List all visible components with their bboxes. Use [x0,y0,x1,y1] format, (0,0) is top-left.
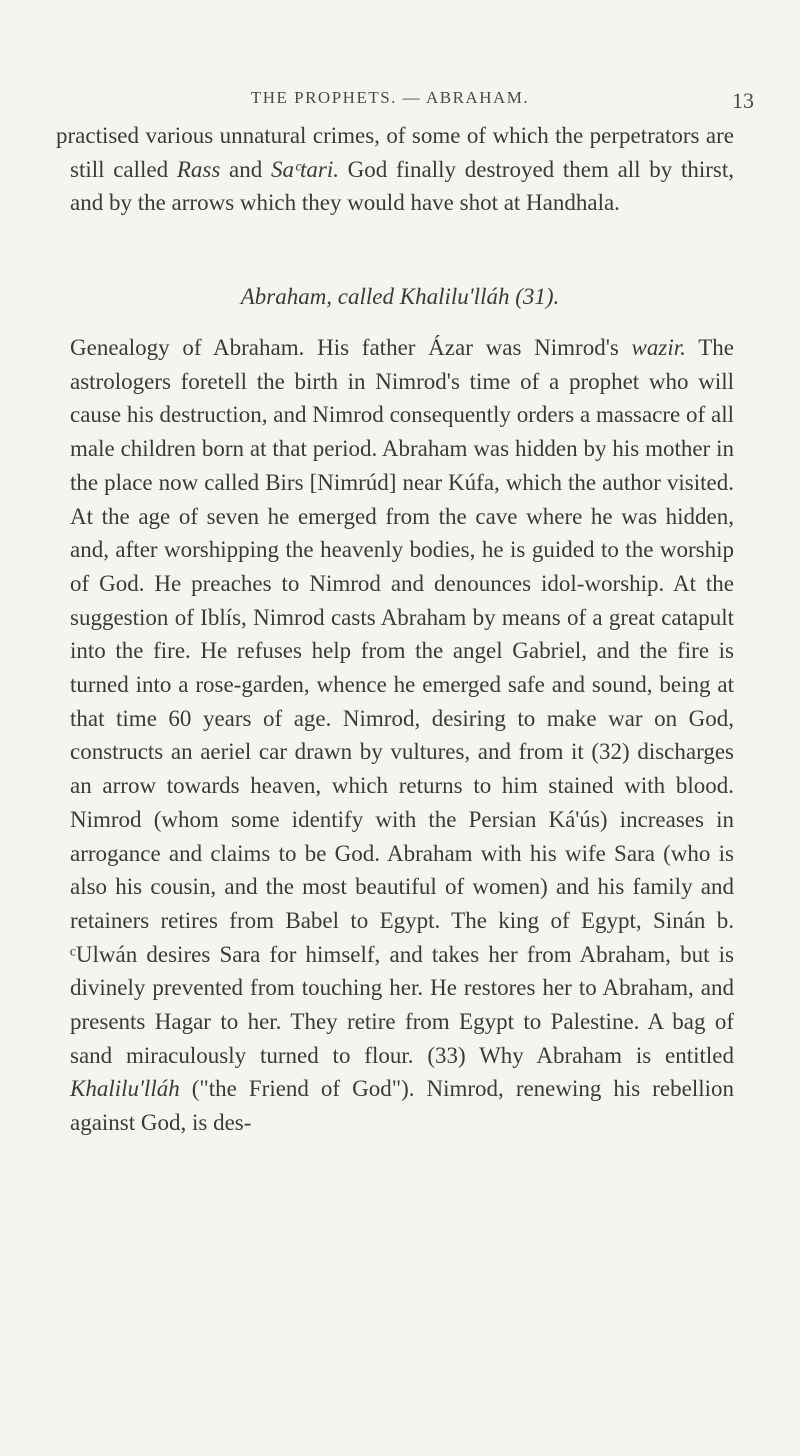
italic-term: Khalilu'lláh [70,1076,180,1102]
paragraph-text: practised various unnatural crimes, of some of which the perpetrators are still called [56,123,734,182]
paragraph-text: The astrologers foretell the birth in Nimrod's time of a prophet who will cause his destruction, and Nimrod consequently orders a massacre of all male children born at that period. Abraham was hidden by his mother in the place now called Birs [Nimrúd] near Kúfa, which the author visited. At the age of seven he emerged from the cave where he was hidden, and, after worshipping the heavenly bodies, he is guided to the worship of God. He preaches to Nimrod and denounces idol-worship. At the suggestion of Iblís, Nimrod casts Abraham by means of a great catapult into the fire. He refuses help from the angel Gabriel, and the fire is turned into a rose-garden, whence he emerged safe and sound, being at that time 60 years of age. Nimrod, desiring to make war on God, constructs an aeriel car drawn by vultures, and from it (32) discharges an arrow towards heaven, which returns to him stained with blood. Nimrod (whom some identify with the Persian Ká'ús) increases in arrogance and claims to be God. Abraham with his wife Sara (who is also his cousin, and the most beautiful of women) and his family and retainers retires from Babel to Egypt. The king of Egypt, Sinán b. ᶜUlwán desires Sara for himself, and takes her from Abraham, but is divinely prevented from touching her. He restores her to Abraham, and presents Hagar to her. They retire from Egypt to Palestine. A bag of sand miraculously turned to flour. (33) Why Abraham is entitled [70,335,734,1068]
italic-term: Rass [176,156,221,182]
running-header: THE PROPHETS. — ABRAHAM. [250,88,530,107]
italic-term: Saᶜtari. [270,156,339,182]
section-heading-title: Abraham, called Khalilu'lláh [240,284,510,309]
italic-term: wazir. [631,335,686,360]
section-heading [0,284,800,310]
paragraph-continuation [56,119,735,220]
paragraph-text: ("the Friend of God"). Nimrod, renewing his rebellion against God, is des- [70,1076,734,1136]
paragraph-text: Genealogy of Abraham. His father Ázar was Nimrod's [70,335,632,360]
paragraph-text: God finally destroyed them all by thirst, and by the arrows which they would have shot at Handhala. [70,156,735,216]
section-heading-ref: (31). [509,284,560,309]
page-number: 13 [732,88,754,113]
paragraph-text: and [220,156,271,182]
paragraph-abraham-summary [70,331,734,1140]
